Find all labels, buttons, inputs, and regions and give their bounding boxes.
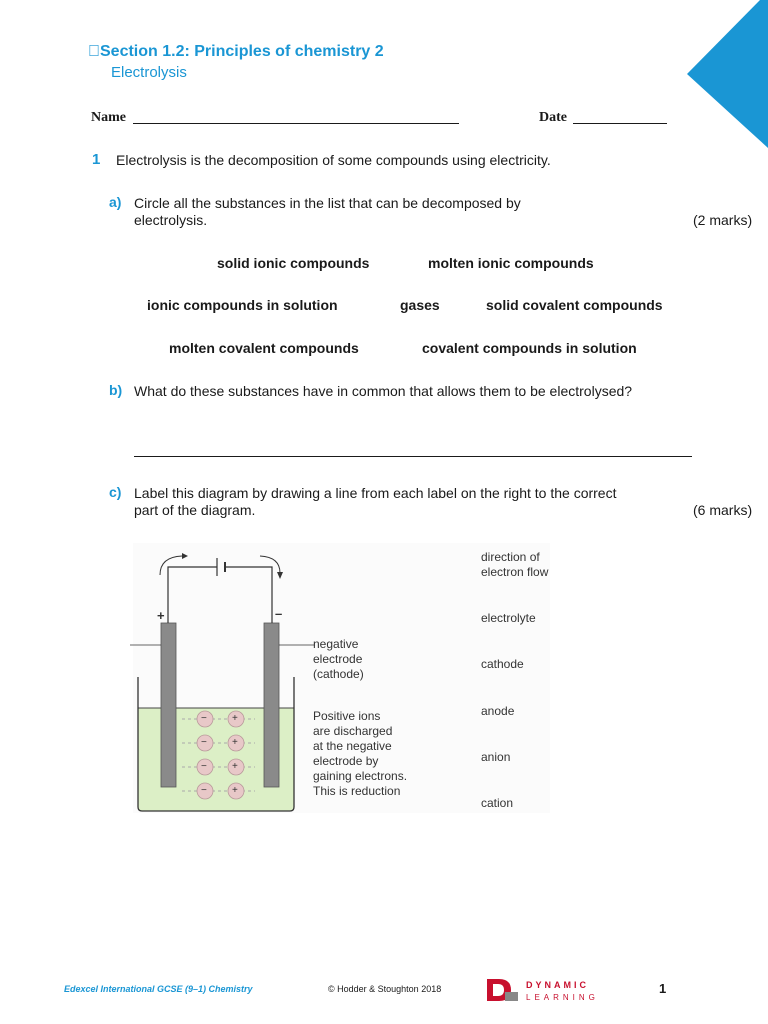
- substance-option[interactable]: molten covalent compounds: [169, 340, 359, 356]
- ion-annotation-line: at the negative: [313, 739, 392, 753]
- substance-option[interactable]: ionic compounds in solution: [147, 297, 338, 313]
- ion-annotation-line: are discharged: [313, 724, 393, 738]
- footer-copyright: © Hodder & Stoughton 2018: [328, 984, 442, 994]
- name-answer-line[interactable]: [133, 123, 459, 124]
- part-b-text: What do these substances have in common that allows them to be electrolysed?: [134, 383, 633, 399]
- anion-icon: −: [201, 761, 207, 772]
- part-c-text-line2: part of the diagram.: [134, 502, 256, 518]
- part-a-text-line1: Circle all the substances in the list that can be decomposed by: [134, 195, 521, 211]
- ion-annotation-line: Positive ions: [313, 709, 381, 723]
- part-a-marks: (2 marks): [693, 212, 753, 228]
- date-label: Date: [539, 110, 567, 125]
- cation-icon: +: [232, 785, 238, 796]
- ion-annotation-line: electrode by: [313, 754, 379, 768]
- dynamic-learning-logo-icon: [485, 977, 519, 1003]
- part-c-text-line1: Label this diagram by drawing a line from each label on the right to the correct: [134, 485, 617, 501]
- question-text: Electrolysis is the decomposition of some compounds using electricity.: [116, 152, 551, 168]
- label-anode[interactable]: anode: [481, 704, 515, 718]
- name-label: Name: [91, 110, 126, 125]
- part-b-answer-line[interactable]: [134, 456, 692, 457]
- substance-option[interactable]: covalent compounds in solution: [422, 340, 637, 356]
- section-title: Section 1.2: Principles of chemistry 2: [88, 43, 372, 60]
- page-number: 1: [659, 981, 667, 996]
- cation-icon: +: [232, 713, 238, 724]
- positive-terminal-sign: +: [157, 608, 165, 623]
- negative-terminal-sign: –: [275, 606, 283, 621]
- substance-option[interactable]: solid ionic compounds: [217, 255, 370, 271]
- part-b-letter: b): [109, 382, 123, 398]
- anion-icon: −: [201, 713, 207, 724]
- question-number: 1: [92, 151, 101, 168]
- logo-text-bottom: LEARNING: [526, 993, 599, 1002]
- ion-annotation-line: gaining electrons.: [313, 769, 408, 783]
- substance-option[interactable]: gases: [400, 297, 440, 313]
- label-anion[interactable]: anion: [481, 750, 511, 764]
- cation-icon: +: [232, 737, 238, 748]
- anion-icon: −: [201, 737, 207, 748]
- footer-book-title: Edexcel International GCSE (9–1) Chemistry: [64, 984, 253, 994]
- substance-option[interactable]: molten ionic compounds: [428, 255, 594, 271]
- label-cation[interactable]: cation: [481, 796, 514, 810]
- ion-annotation-line: This is reduction: [313, 784, 401, 798]
- cation-icon: +: [232, 761, 238, 772]
- electrode-annotation-line: negative: [313, 637, 359, 651]
- part-a-letter: a): [109, 194, 122, 210]
- logo-text-top: DYNAMIC: [526, 980, 589, 990]
- part-c-letter: c): [109, 484, 122, 500]
- label-electrolyte[interactable]: electrolyte: [481, 611, 536, 625]
- date-answer-line[interactable]: [573, 123, 667, 124]
- part-a-text-line2: electrolysis.: [134, 212, 208, 228]
- label-cathode[interactable]: cathode: [481, 657, 524, 671]
- label-electron-flow[interactable]: direction of: [481, 550, 540, 564]
- electrode-annotation-line: electrode: [313, 652, 363, 666]
- label-electron-flow[interactable]: electron flow: [481, 565, 549, 579]
- anion-icon: −: [201, 785, 207, 796]
- electrolysis-apparatus: [130, 545, 320, 815]
- section-subtitle: Electrolysis: [111, 64, 187, 81]
- part-c-marks: (6 marks): [693, 502, 753, 518]
- substance-option[interactable]: solid covalent compounds: [486, 297, 663, 313]
- electrode-annotation-line: (cathode): [313, 667, 364, 681]
